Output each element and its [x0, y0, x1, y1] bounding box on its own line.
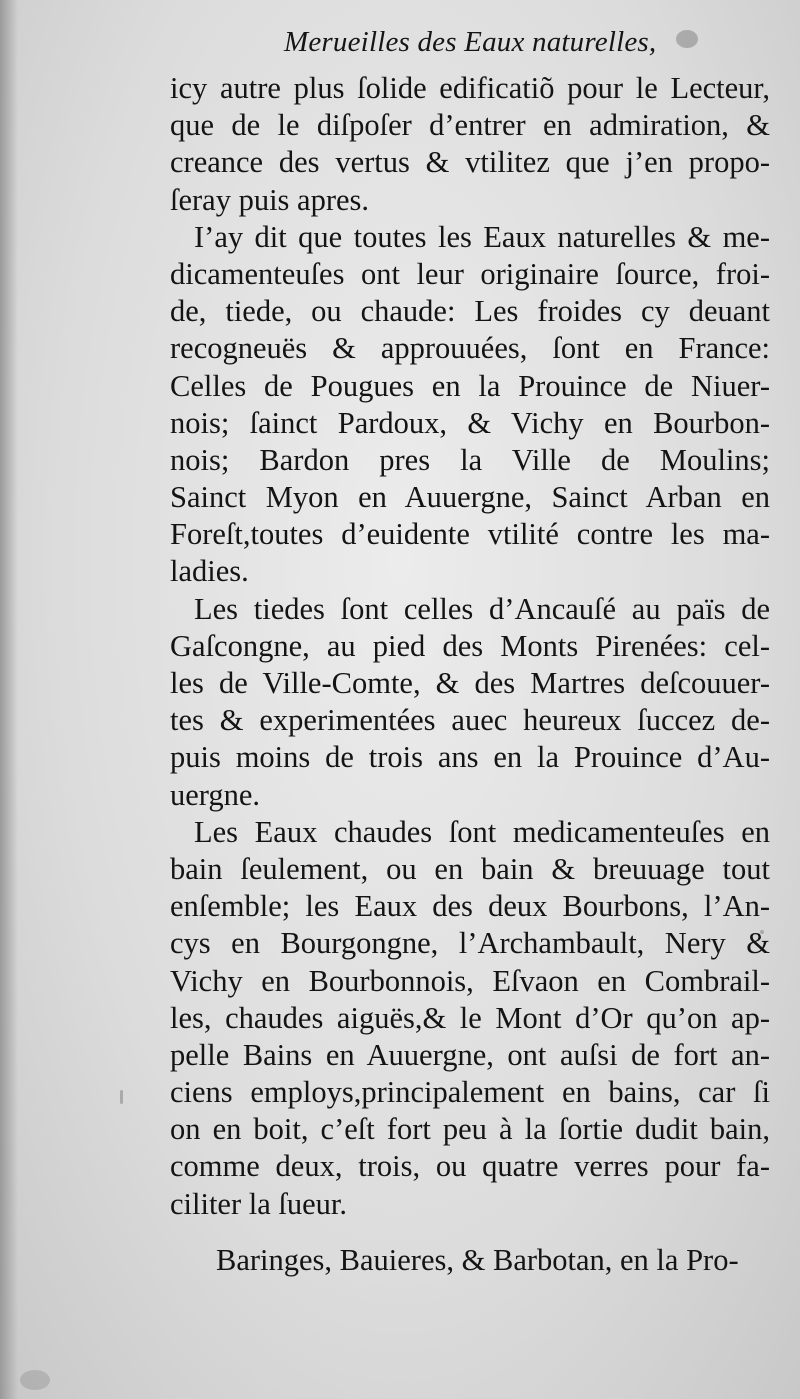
text-line: I’ay dit que toutes les Eaux naturelles & me-: [194, 219, 770, 254]
running-head: Merueilles des Eaux naturelles,: [284, 26, 657, 58]
text-line: Sainct Myon en Auuergne, Sainct Arban en: [170, 480, 770, 515]
text-line: icy autre plus ſolide edificatiõ pour le Lecteur,: [170, 71, 770, 105]
body-text: [170, 70, 770, 1223]
text-line: les, chaudes aiguës,& le Mont d’Or qu’on ap-: [170, 1000, 770, 1035]
text-line: tes & experimentées auec heureux ſuccez de-: [170, 703, 770, 738]
ink-speck: [20, 1370, 50, 1390]
text-line: dicamenteuſes ont leur originaire ſource, froi-: [170, 256, 770, 291]
text-line: ciens employs,principalement en bains, car ſi: [170, 1075, 770, 1110]
text-line: creance des vertus & vtilitez que j’en propo-: [170, 145, 770, 180]
catchline: Baringes, Bauieres, & Barbotan, en la Pro-: [216, 1243, 739, 1277]
page-edge-shadow: [0, 0, 18, 1399]
text-line: Foreſt,toutes d’euidente vtilité contre les ma-: [170, 517, 770, 552]
text-line: les de Ville-Comte, & des Martres deſcouuer-: [170, 666, 770, 700]
text-line: Les tiedes ſont celles d’Ancauſé au païs de: [194, 591, 770, 626]
text-line: recogneuës & approuuées, ſont en France:: [170, 331, 770, 366]
text-line: ladies.: [170, 554, 249, 589]
ink-speck: [760, 930, 764, 934]
text-line: Gaſcongne, au pied des Monts Pirenées: cel-: [170, 628, 770, 663]
text-line: nois; Bardon pres la Ville de Moulins;: [170, 442, 770, 477]
text-line: cys en Bourgongne, l’Archambault, Nery &: [170, 926, 770, 961]
text-line: que de le diſpoſer d’entrer en admiration, &: [170, 108, 770, 143]
text-line: Celles de Pougues en la Prouince de Niuer-: [170, 368, 770, 403]
text-line: enſemble; les Eaux des deux Bourbons, l’An-: [170, 889, 770, 924]
text-line: Les Eaux chaudes ſont medicamenteuſes en: [194, 814, 770, 849]
text-line: comme deux, trois, ou quatre verres pour fa-: [170, 1149, 770, 1184]
text-line: ſeray puis apres.: [170, 182, 370, 217]
text-line: ciliter la ſueur.: [170, 1186, 347, 1221]
ink-speck: [120, 1090, 123, 1104]
text-line: bain ſeulement, ou en bain & breuuage tout: [170, 851, 770, 886]
ink-speck: [676, 30, 698, 48]
text-line: pelle Bains en Auuergne, ont auſsi de fort an-: [170, 1037, 770, 1072]
text-line: de, tiede, ou chaude: Les froides cy deuant: [170, 294, 770, 329]
text-line: on en boit, c’eſt fort peu à la ſortie dudit bain,: [170, 1112, 770, 1147]
text-line: nois; ſainct Pardoux, & Vichy en Bourbon-: [170, 405, 770, 440]
text-line: uergne.: [170, 777, 261, 812]
text-line: Vichy en Bourbonnois, Eſvaon en Combrail-: [170, 963, 770, 998]
text-line: puis moins de trois ans en la Prouince d’Au-: [170, 740, 770, 775]
